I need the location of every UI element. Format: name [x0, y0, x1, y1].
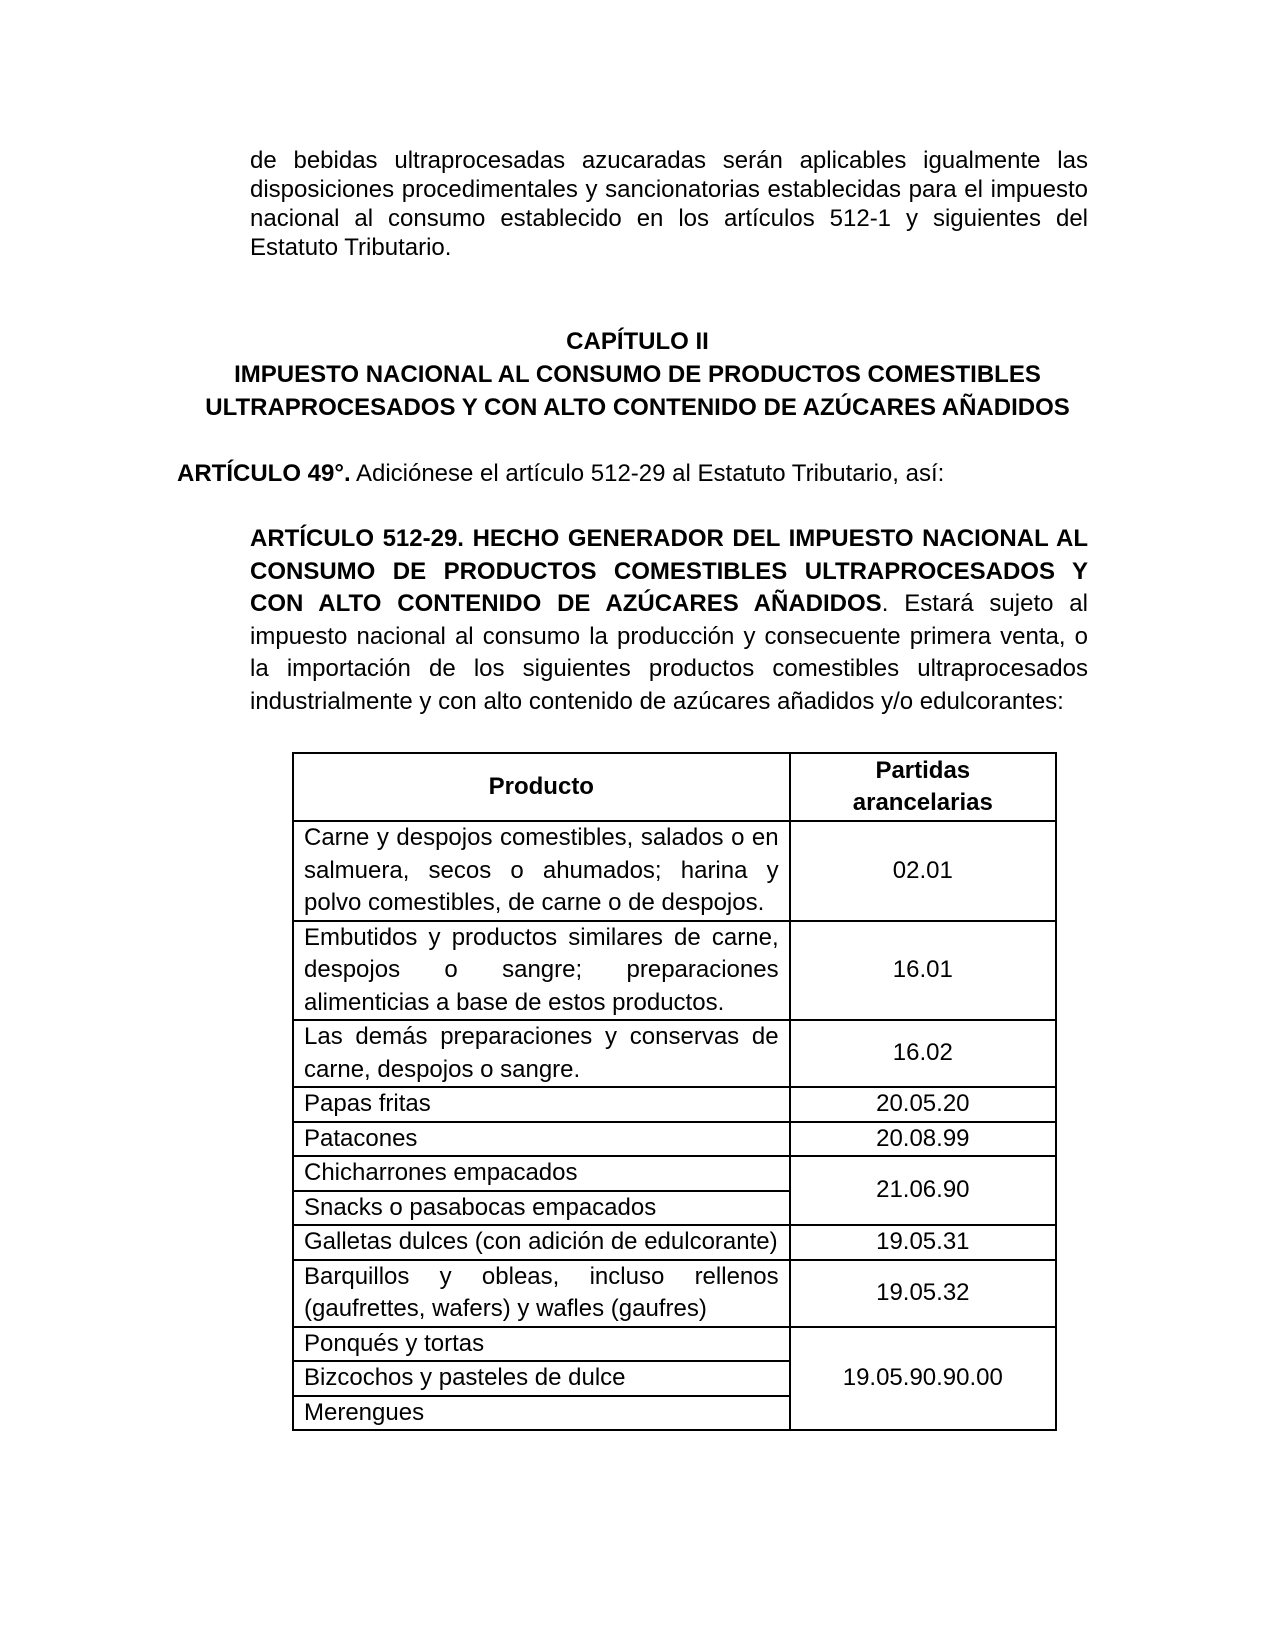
table-row: [293, 1260, 1056, 1327]
intro-paragraph: de bebidas ultraprocesadas azucaradas serán aplicables igualmente las disposiciones procedimentales y sancionatorias establecidas para el impuesto nacional al consumo establecido en los artículos 512-1 y siguientes del Estatuto Tributario.: [250, 147, 1088, 261]
table-row: [293, 1327, 1056, 1362]
article-512-29-heading: ARTÍCULO 512-29. HECHO GENERADOR DEL IMPUESTO NACIONAL AL CONSUMO DE PRODUCTOS COMESTIBLES ULTRAPROCESADOS Y CON ALTO CONTENIDO DE AZÚCARES AÑADIDOS: [250, 525, 1088, 617]
header-tariff-line-2: arancelarias: [852, 789, 993, 816]
tariff-code-cell: 20.05.20: [790, 1087, 1056, 1122]
product-cell: Ponqués y tortas: [293, 1327, 790, 1362]
article-512-29-text: . Estará sujeto al impuesto nacional al consumo la producción y consecuente primera venta, o la importación de los siguientes productos comestibles ultraprocesados industrialmente y con alto contenido de azúcares añadidos y/o edulcorantes:: [250, 590, 1088, 715]
table-row: [293, 921, 1056, 1021]
product-cell: Embutidos y productos similares de carne, despojos o sangre; preparaciones alimenticias a base de estos productos.: [293, 921, 790, 1021]
tariff-code-cell: 19.05.31: [790, 1225, 1056, 1260]
product-cell: Snacks o pasabocas empacados: [293, 1191, 790, 1226]
tariff-code-cell: 19.05.90.90.00: [790, 1327, 1056, 1431]
table-row: [293, 1122, 1056, 1157]
chapter-number: CAPÍTULO II: [566, 328, 709, 355]
article-49-text: Adiciónese el artículo 512-29 al Estatuto Tributario, así:: [350, 460, 945, 487]
table-row: [293, 1156, 1056, 1191]
table-header-row: [293, 753, 1056, 821]
product-cell: Papas fritas: [293, 1087, 790, 1122]
chapter-title-line-2: ULTRAPROCESADOS Y CON ALTO CONTENIDO DE AZÚCARES AÑADIDOS: [205, 394, 1070, 421]
product-cell: Las demás preparaciones y conservas de carne, despojos o sangre.: [293, 1020, 790, 1087]
header-tariff-line-1: Partidas: [875, 756, 971, 784]
tariff-code-cell: 21.06.90: [790, 1156, 1056, 1225]
product-cell: Merengues: [293, 1396, 790, 1431]
article-512-29-paragraph: [250, 523, 1088, 718]
tariff-code-cell: 16.01: [790, 921, 1056, 1021]
product-cell: Chicharrones empacados: [293, 1156, 790, 1191]
header-product: Producto: [293, 753, 790, 821]
table-row: [293, 1020, 1056, 1087]
tariff-code-cell: 16.02: [790, 1020, 1056, 1087]
tariff-table: [292, 752, 1057, 1431]
product-cell: Bizcochos y pasteles de dulce: [293, 1361, 790, 1396]
tariff-code-cell: 02.01: [790, 821, 1056, 921]
product-cell: Galletas dulces (con adición de edulcorante): [293, 1225, 790, 1260]
product-cell: Barquillos y obleas, incluso rellenos (gaufrettes, wafers) y wafles (gaufres): [293, 1260, 790, 1327]
product-cell: Patacones: [293, 1122, 790, 1157]
article-49-heading: ARTÍCULO 49°.: [177, 460, 351, 487]
tariff-code-cell: 19.05.32: [790, 1260, 1056, 1327]
table-row: [293, 1087, 1056, 1122]
header-tariff: [790, 753, 1056, 821]
chapter-title-line-1: IMPUESTO NACIONAL AL CONSUMO DE PRODUCTOS COMESTIBLES: [234, 361, 1041, 388]
tariff-code-cell: 20.08.99: [790, 1122, 1056, 1157]
table-row: [293, 821, 1056, 921]
chapter-heading: [150, 325, 1125, 424]
table-row: [293, 1225, 1056, 1260]
article-49-paragraph: [177, 458, 1127, 490]
product-cell: Carne y despojos comestibles, salados o en salmuera, secos o ahumados; harina y polvo comestibles, de carne o de despojos.: [293, 821, 790, 921]
